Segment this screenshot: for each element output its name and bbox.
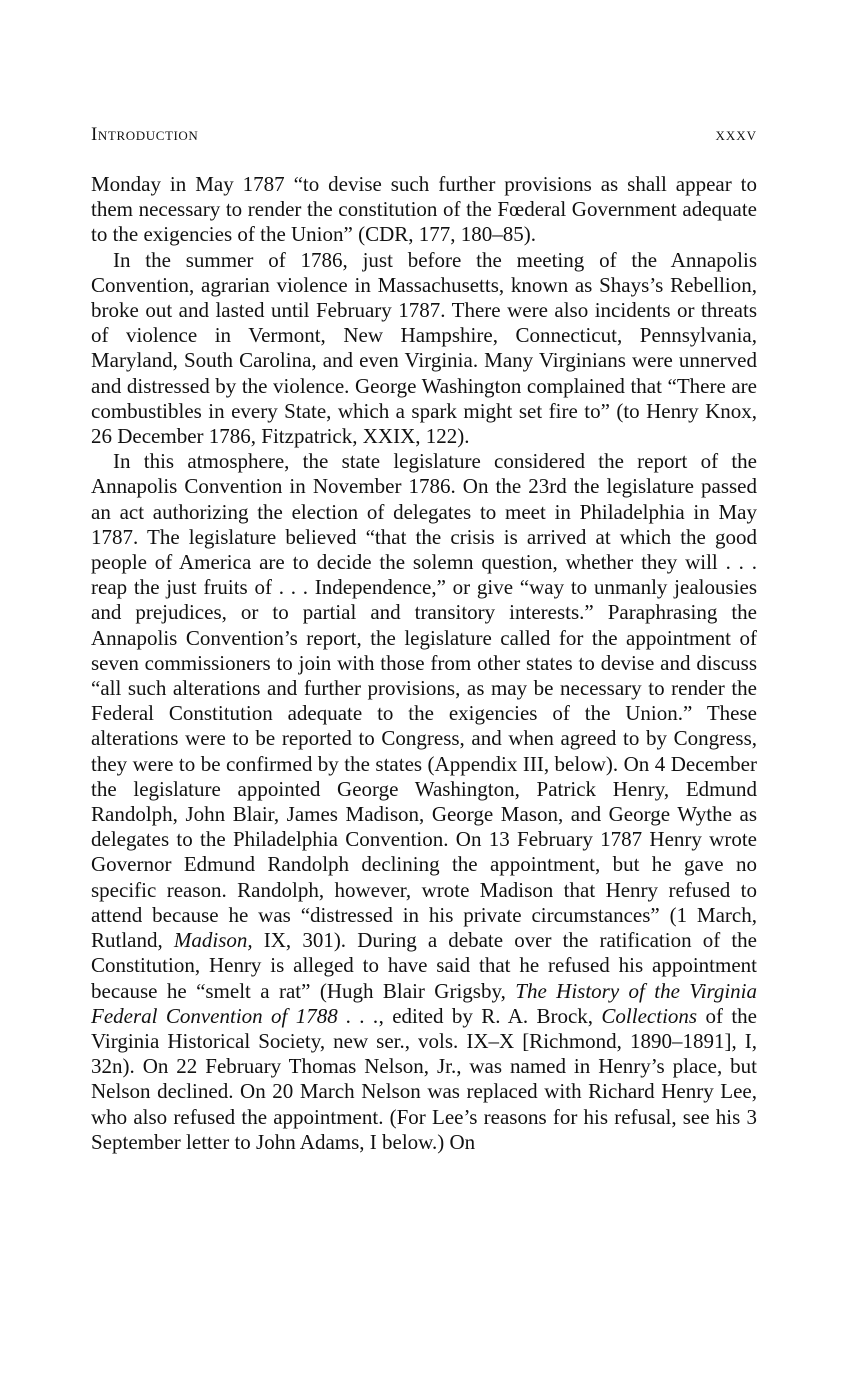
text-run: , edited by R. A. Brock, <box>378 1003 602 1028</box>
running-head <box>91 124 757 150</box>
paragraph-continued: Monday in May 1787 “to devise such further provisions as shall appear to them necessary to render the constitution of the Fœderal Government adequate to the exigencies of the Union” (CDR, 177, 180–85). <box>91 172 757 247</box>
text-run: In this atmosphere, the state legislature considered the report of the Annapolis Convention in November 1786. On the 23rd the legislature passed an act authorizing the election of delegates to meet in Philadelphia in May 1787. The legislature believed “that the crisis is arrived at which the good people of America are to decide the solemn question, whether they will . . . reap the just fruits of . . . Independence,” or give “way to unmanly jealousies and prejudices, or to partial and transitory interests.” Paraphrasing the Annapolis Convention’s report, the legislature called for the appointment of seven commissioners to join with those from other states to devise and discuss “all such alterations and further provisions, as may be necessary to render the Federal Constitution adequate to the exigencies of the Union.” These alterations were to be reported to Congress, and when agreed to by Congress, they were to be confirmed by the states (Appendix III, below). On 4 December the legislature appointed George Washington, Patrick Henry, Edmund Randolph, John Blair, James Madison, George Mason, and George Wythe as delegates to the Philadelphia Convention. On 13 February 1787 Henry wrote Governor Edmund Randolph declining the appointment, but he gave no specific reason. Randolph, however, wrote Madison that Henry refused to attend because he was “distressed in his private circumstances” (1 March, Rutland, <box>91 449 757 953</box>
text-run: IX, 301). During a debate over the ratification of the Constitution, Henry is alleged to have said that he refused his appointment because he “smelt a rat” (Hugh Blair Grigsby, <box>91 928 757 1003</box>
italic-title-madison: Madison, <box>173 928 253 953</box>
page-number: xxxv <box>715 124 757 145</box>
body-text <box>91 172 757 1155</box>
paragraph-annapolis-report <box>91 449 757 1155</box>
italic-title-collections: Collections <box>601 1003 698 1028</box>
section-title: Introduction <box>91 124 199 145</box>
italic-title-history: The History of the Virginia Federal Convention of 1788 . . . <box>91 978 758 1028</box>
text-run: of the Virginia Historical Society, new ser., vols. IX–X [Richmond, 1890–1891], I, 32n). On 22 February Thomas Nelson, Jr., was named in Henry’s place, but Nelson declined. On 20 March Nelson was replaced with Richard Henry Lee, who also refused the appointment. (For Lee’s reasons for his refusal, see his 3 September letter to John Adams, I below.) On <box>91 1003 757 1154</box>
paragraph-shays-rebellion: In the summer of 1786, just before the meeting of the Annapolis Convention, agrarian violence in Massachusetts, known as Shays’s Rebellion, broke out and lasted until February 1787. There were also incidents or threats of violence in Vermont, New Hampshire, Connecticut, Pennsylvania, Maryland, South Carolina, and even Virginia. Many Virginians were unnerved and distressed by the violence. George Washington complained that “There are combustibles in every State, which a spark might set fire to” (to Henry Knox, 26 December 1786, Fitzpatrick, XXIX, 122). <box>91 247 757 449</box>
